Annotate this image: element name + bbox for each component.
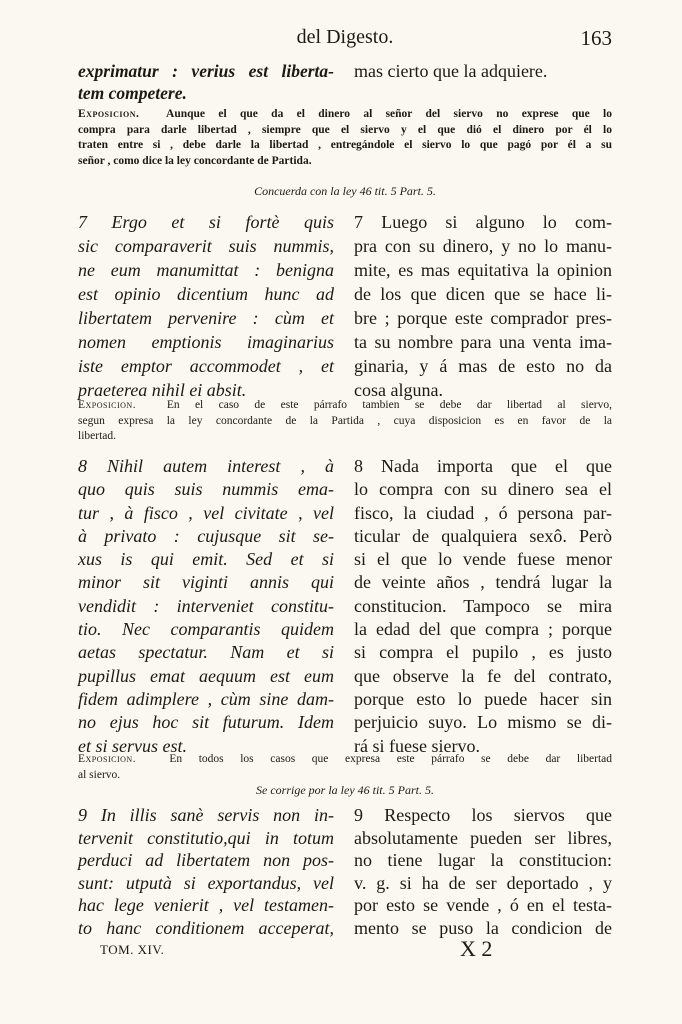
page-number: 163 (580, 26, 612, 50)
latin-line: tervenit constitutio,qui in totum (78, 827, 334, 848)
latin-line: 7 Ergo et si fortè quis (78, 212, 334, 232)
spanish-line: ginaria, y á mas de esto no da (354, 356, 612, 376)
spanish-line: 9 Respecto los siervos que (354, 805, 612, 825)
exposicion-label: Exposicion. (78, 753, 137, 765)
spanish-line: por esto se vende , ó en el testa- (354, 895, 612, 915)
latin-line: perduci ad libertatem non pos- (78, 850, 334, 870)
latin-line: nomen emptionis imaginarius (78, 332, 334, 352)
exposicion-text: En todos los casos que expresa este párrafo se debe dar libertad (169, 753, 612, 765)
latin-paragraph-9 (78, 804, 334, 939)
latin-continuation (78, 60, 334, 104)
latin-line: to hanc conditionem acceperat, (78, 917, 334, 938)
exposicion-text: En el caso de este párrafo tambien se debe dar libertad al siervo, (166, 399, 613, 411)
exposicion-3 (78, 752, 612, 783)
latin-line: fidem adimplere , cùm sine dam- (78, 688, 334, 709)
exposicion-label: Exposicion. (78, 399, 137, 411)
exposicion-line: al siervo. (78, 768, 121, 781)
spanish-line: rá si fuese siervo. (354, 735, 480, 756)
page-header (78, 26, 612, 52)
spanish-line: v. g. si ha de ser deportado , y (354, 872, 612, 893)
spanish-line: 8 Nada importa que el que (354, 456, 612, 476)
exposicion-line: libertad. (78, 430, 116, 442)
spanish-line: 7 Luego si alguno lo com- (354, 212, 612, 232)
spanish-line: cosa alguna. (354, 380, 443, 400)
exposicion-line: señor , como dice la ley concordante de Partida. (78, 154, 312, 167)
latin-line: aetas spectatur. Nam et si (78, 642, 334, 663)
spanish-line: no tiene lugar la constitucion: (354, 850, 612, 870)
latin-paragraph-8 (78, 455, 334, 758)
running-title: del Digesto. (296, 26, 394, 48)
spanish-line: ticular de qualquiera sexô. Però (354, 525, 612, 546)
latin-line: libertatem pervenire : cùm et (78, 308, 334, 328)
latin-line: exprimatur : verius est liberta- (78, 61, 334, 81)
latin-line: tur , à fisco , vel civitate , vel (78, 502, 334, 523)
latin-line: iste emptor accommodet , et (78, 356, 334, 376)
latin-line: 8 Nihil autem interest , à (78, 456, 334, 476)
spanish-line: mas cierto que la adquiere. (354, 61, 548, 81)
latin-line: quo quis suis nummis ema- (78, 479, 334, 500)
spanish-line: que observe la fe del contrato, (354, 665, 612, 686)
exposicion-line: segun expresa la ley concordante de la Partida , cuya disposicion es en favor de la (78, 414, 612, 427)
spanish-line: fisco, la ciudad , ó persona par- (354, 502, 612, 523)
latin-paragraph-7 (78, 210, 334, 402)
spanish-line: perjuicio suyo. Lo mismo se di- (354, 712, 612, 733)
spanish-line: la edad del que compra ; porque (354, 619, 612, 640)
latin-line: xus is qui emit. Sed et si (78, 549, 334, 570)
concordance-note: Concuerda con la ley 46 tit. 5 Part. 5. (254, 184, 436, 198)
exposicion-2 (78, 398, 612, 445)
latin-line: vendidit : interveniet constitu- (78, 595, 334, 616)
spanish-line: de veinte años , tendrá lugar la (354, 572, 612, 593)
latin-line: est opinio dicentium hunc ad (78, 284, 334, 304)
latin-line: 9 In illis sanè servis non in- (78, 805, 334, 825)
latin-line: sunt: utputà si exportandus, vel (78, 872, 334, 893)
spanish-line: pra con su dinero, y no lo manu- (354, 236, 612, 256)
spanish-line: constitucion. Tampoco se mira (354, 595, 612, 616)
latin-line: à privato : cujusque sit se- (78, 525, 334, 546)
correction-note: Se corrige por la ley 46 tit. 5 Part. 5. (256, 783, 434, 797)
volume-mark: TOM. XIV. (100, 942, 165, 957)
latin-line: et si servus est. (78, 735, 187, 756)
spanish-line: si compra el pupilo , es justo (354, 642, 612, 663)
spanish-line: lo compra con su dinero sea el (354, 479, 612, 500)
exposicion-line: compra para darle libertad , siempre que el siervo y el que dió el dinero por él lo (78, 123, 612, 136)
spanish-paragraph-8 (354, 455, 612, 758)
latin-line: no ejus hoc sit futurum. Idem (78, 712, 334, 733)
spanish-line: ta su nombre para una venta ima- (354, 332, 612, 352)
spanish-line: mite, es mas equitativa la opinion (354, 260, 612, 280)
exposicion-line: traten entre si , debe darle la libertad , entregándole el siervo lo que pagó por él a su (78, 139, 612, 151)
spanish-line: de los que dicen que se hace li- (354, 284, 612, 304)
spanish-line: absolutamente pueden ser libres, (354, 827, 612, 848)
signature-mark: X 2 (460, 936, 493, 961)
spanish-line: si el que lo vende fuese menor (354, 549, 612, 570)
latin-line: praeterea nihil ei absit. (78, 380, 247, 400)
latin-line: hac lege venierit , vel testamen- (78, 895, 334, 915)
latin-line: ne eum manumittat : benigna (78, 260, 334, 280)
spanish-line: bre ; porque este comprador pres- (354, 308, 612, 328)
latin-line: pupillus emat aequum est eum (78, 665, 334, 686)
latin-line: tem competere. (78, 83, 187, 103)
latin-line: minor sit viginti annis qui (78, 572, 334, 593)
exposicion-1 (78, 107, 612, 169)
exposicion-text: Aunque el que da el dinero al señor del siervo no exprese que lo (166, 108, 613, 120)
exposicion-label: Exposicion. (78, 108, 140, 120)
latin-line: sic comparaverit suis nummis, (78, 236, 334, 256)
spanish-line: mento se puso la condicion de (354, 917, 612, 938)
spanish-line: porque esto lo puede hacer sin (354, 688, 612, 709)
spanish-continuation (354, 60, 612, 82)
spanish-paragraph-7 (354, 210, 612, 402)
latin-line: tio. Nec comparantis quidem (78, 619, 334, 640)
spanish-paragraph-9 (354, 804, 612, 939)
